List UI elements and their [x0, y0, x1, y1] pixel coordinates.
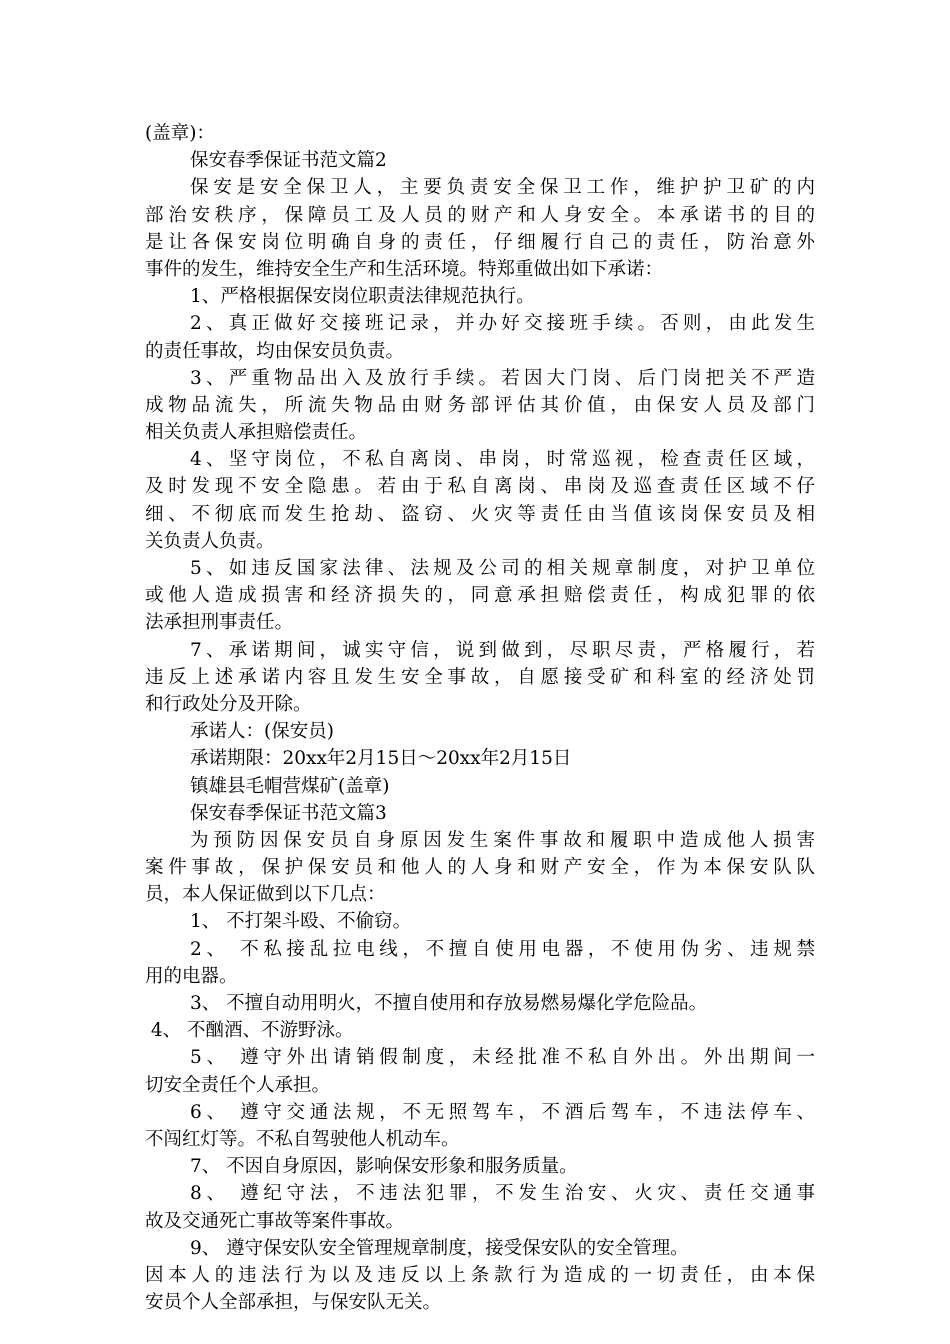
- section-title-3: 保安春季保证书范文篇3: [190, 802, 387, 824]
- paragraph-line: 安员个人全部承担，与保安队无关。: [145, 1292, 442, 1314]
- term-line: 承诺期限：20xx年2月15日～20xx年2月15日: [190, 748, 572, 770]
- paragraph-line: 关负责人负责。: [145, 530, 275, 552]
- paragraph-line: 切安全责任个人承担。: [145, 1074, 331, 1096]
- paragraph-line: 事件的发生，维持安全生产和生活环境。特郑重做出如下承诺：: [145, 258, 664, 280]
- paragraph-line: 细、不彻底而发生抢劫、盗窃、火灾等责任由当值该岗保安员及相: [145, 503, 815, 525]
- paragraph-line: 因本人的违法行为以及违反以上条款行为造成的一切责任，由本保: [145, 1264, 815, 1286]
- paragraph-line: 8、 遵纪守法，不违法犯罪，不发生治安、火灾、责任交通事: [190, 1183, 815, 1205]
- paragraph-line: 3、严重物品出入及放行手续。若因大门岗、后门岗把关不严造: [190, 367, 815, 389]
- paragraph-line: 和行政处分及开除。: [145, 693, 312, 715]
- paragraph-line: 2、真正做好交接班记录，并办好交接班手续。否则，由此发生: [190, 313, 815, 335]
- section-title-2: 保安春季保证书范文篇2: [190, 150, 387, 172]
- paragraph-line: 或他人造成损害和经济损失的，同意承担赔偿责任，构成犯罪的依: [145, 585, 815, 607]
- paragraph-line: 4、坚守岗位，不私自离岗、串岗，时常巡视，检查责任区域，: [190, 449, 815, 471]
- signatory-line: 承诺人：(保安员): [190, 721, 334, 743]
- paragraph-line: 1、严格根据保安岗位职责法律规范执行。: [190, 286, 535, 308]
- paragraph-line: 违反上述承诺内容且发生安全事故，自愿接受矿和科室的经济处罚: [145, 666, 815, 688]
- paragraph-line: 2、 不私接乱拉电线，不擅自使用电器，不使用伪劣、违规禁: [190, 938, 815, 960]
- paragraph-line: 员，本人保证做到以下几点：: [145, 884, 386, 906]
- document-body: [145, 120, 815, 1316]
- paragraph-line: 7、承诺期间，诚实守信，说到做到，尽职尽责，严格履行，若: [190, 639, 815, 661]
- paragraph-line: 1、 不打架斗殴、不偷窃。: [190, 911, 412, 933]
- paragraph-line: 3、 不擅自动用明火，不擅自使用和存放易燃易爆化学危险品。: [190, 993, 708, 1014]
- paragraph-line: 用的电器。: [145, 965, 238, 987]
- paragraph-line: 9、 遵守保安队安全管理规章制度，接受保安队的安全管理。: [190, 1237, 689, 1259]
- paragraph-line: 是让各保安岗位明确自身的责任，仔细履行自己的责任，防治意外: [145, 231, 815, 253]
- paragraph-line: 成物品流失，所流失物品由财务部评估其价值，由保安人员及部门: [145, 394, 815, 416]
- paragraph-line: 保安是安全保卫人，主要负责安全保卫工作，维护护卫矿的内: [190, 177, 815, 199]
- paragraph-line: 部治安秩序，保障员工及人员的财产和人身安全。本承诺书的目的: [145, 204, 815, 226]
- organization-line: 镇雄县毛帽营煤矿(盖章): [190, 775, 390, 797]
- paragraph-line: 5、 遵守外出请销假制度，未经批准不私自外出。外出期间一: [190, 1047, 815, 1069]
- paragraph-line: 的责任事故，均由保安员负责。: [145, 340, 405, 362]
- paragraph-line: 6、 遵守交通法规，不无照驾车，不酒后驾车，不违法停车、: [190, 1101, 815, 1123]
- paragraph-line: 5、如违反国家法律、法规及公司的相关规章制度，对护卫单位: [190, 558, 815, 579]
- paragraph-line: 相关负责人承担赔偿责任。: [145, 422, 368, 444]
- seal-note: (盖章)：: [145, 123, 215, 144]
- paragraph-line: 不闯红灯等。不私自驾驶他人机动车。: [145, 1128, 460, 1150]
- paragraph-line: 故及交通死亡事故等案件事故。: [145, 1210, 405, 1232]
- paragraph-line: 案件事故，保护保安员和他人的人身和财产安全，作为本保安队队: [145, 857, 815, 879]
- paragraph-line: 为预防因保安员自身原因发生案件事故和履职中造成他人损害: [190, 829, 815, 851]
- paragraph-line: 7、 不因自身原因，影响保安形象和服务质量。: [190, 1156, 578, 1178]
- paragraph-line: 4、 不酗酒、不游野泳。: [145, 1020, 354, 1042]
- paragraph-line: 及时发现不安全隐患。若由于私自离岗、串岗及巡查责任区域不仔: [145, 476, 815, 498]
- paragraph-line: 法承担刑事责任。: [145, 612, 294, 634]
